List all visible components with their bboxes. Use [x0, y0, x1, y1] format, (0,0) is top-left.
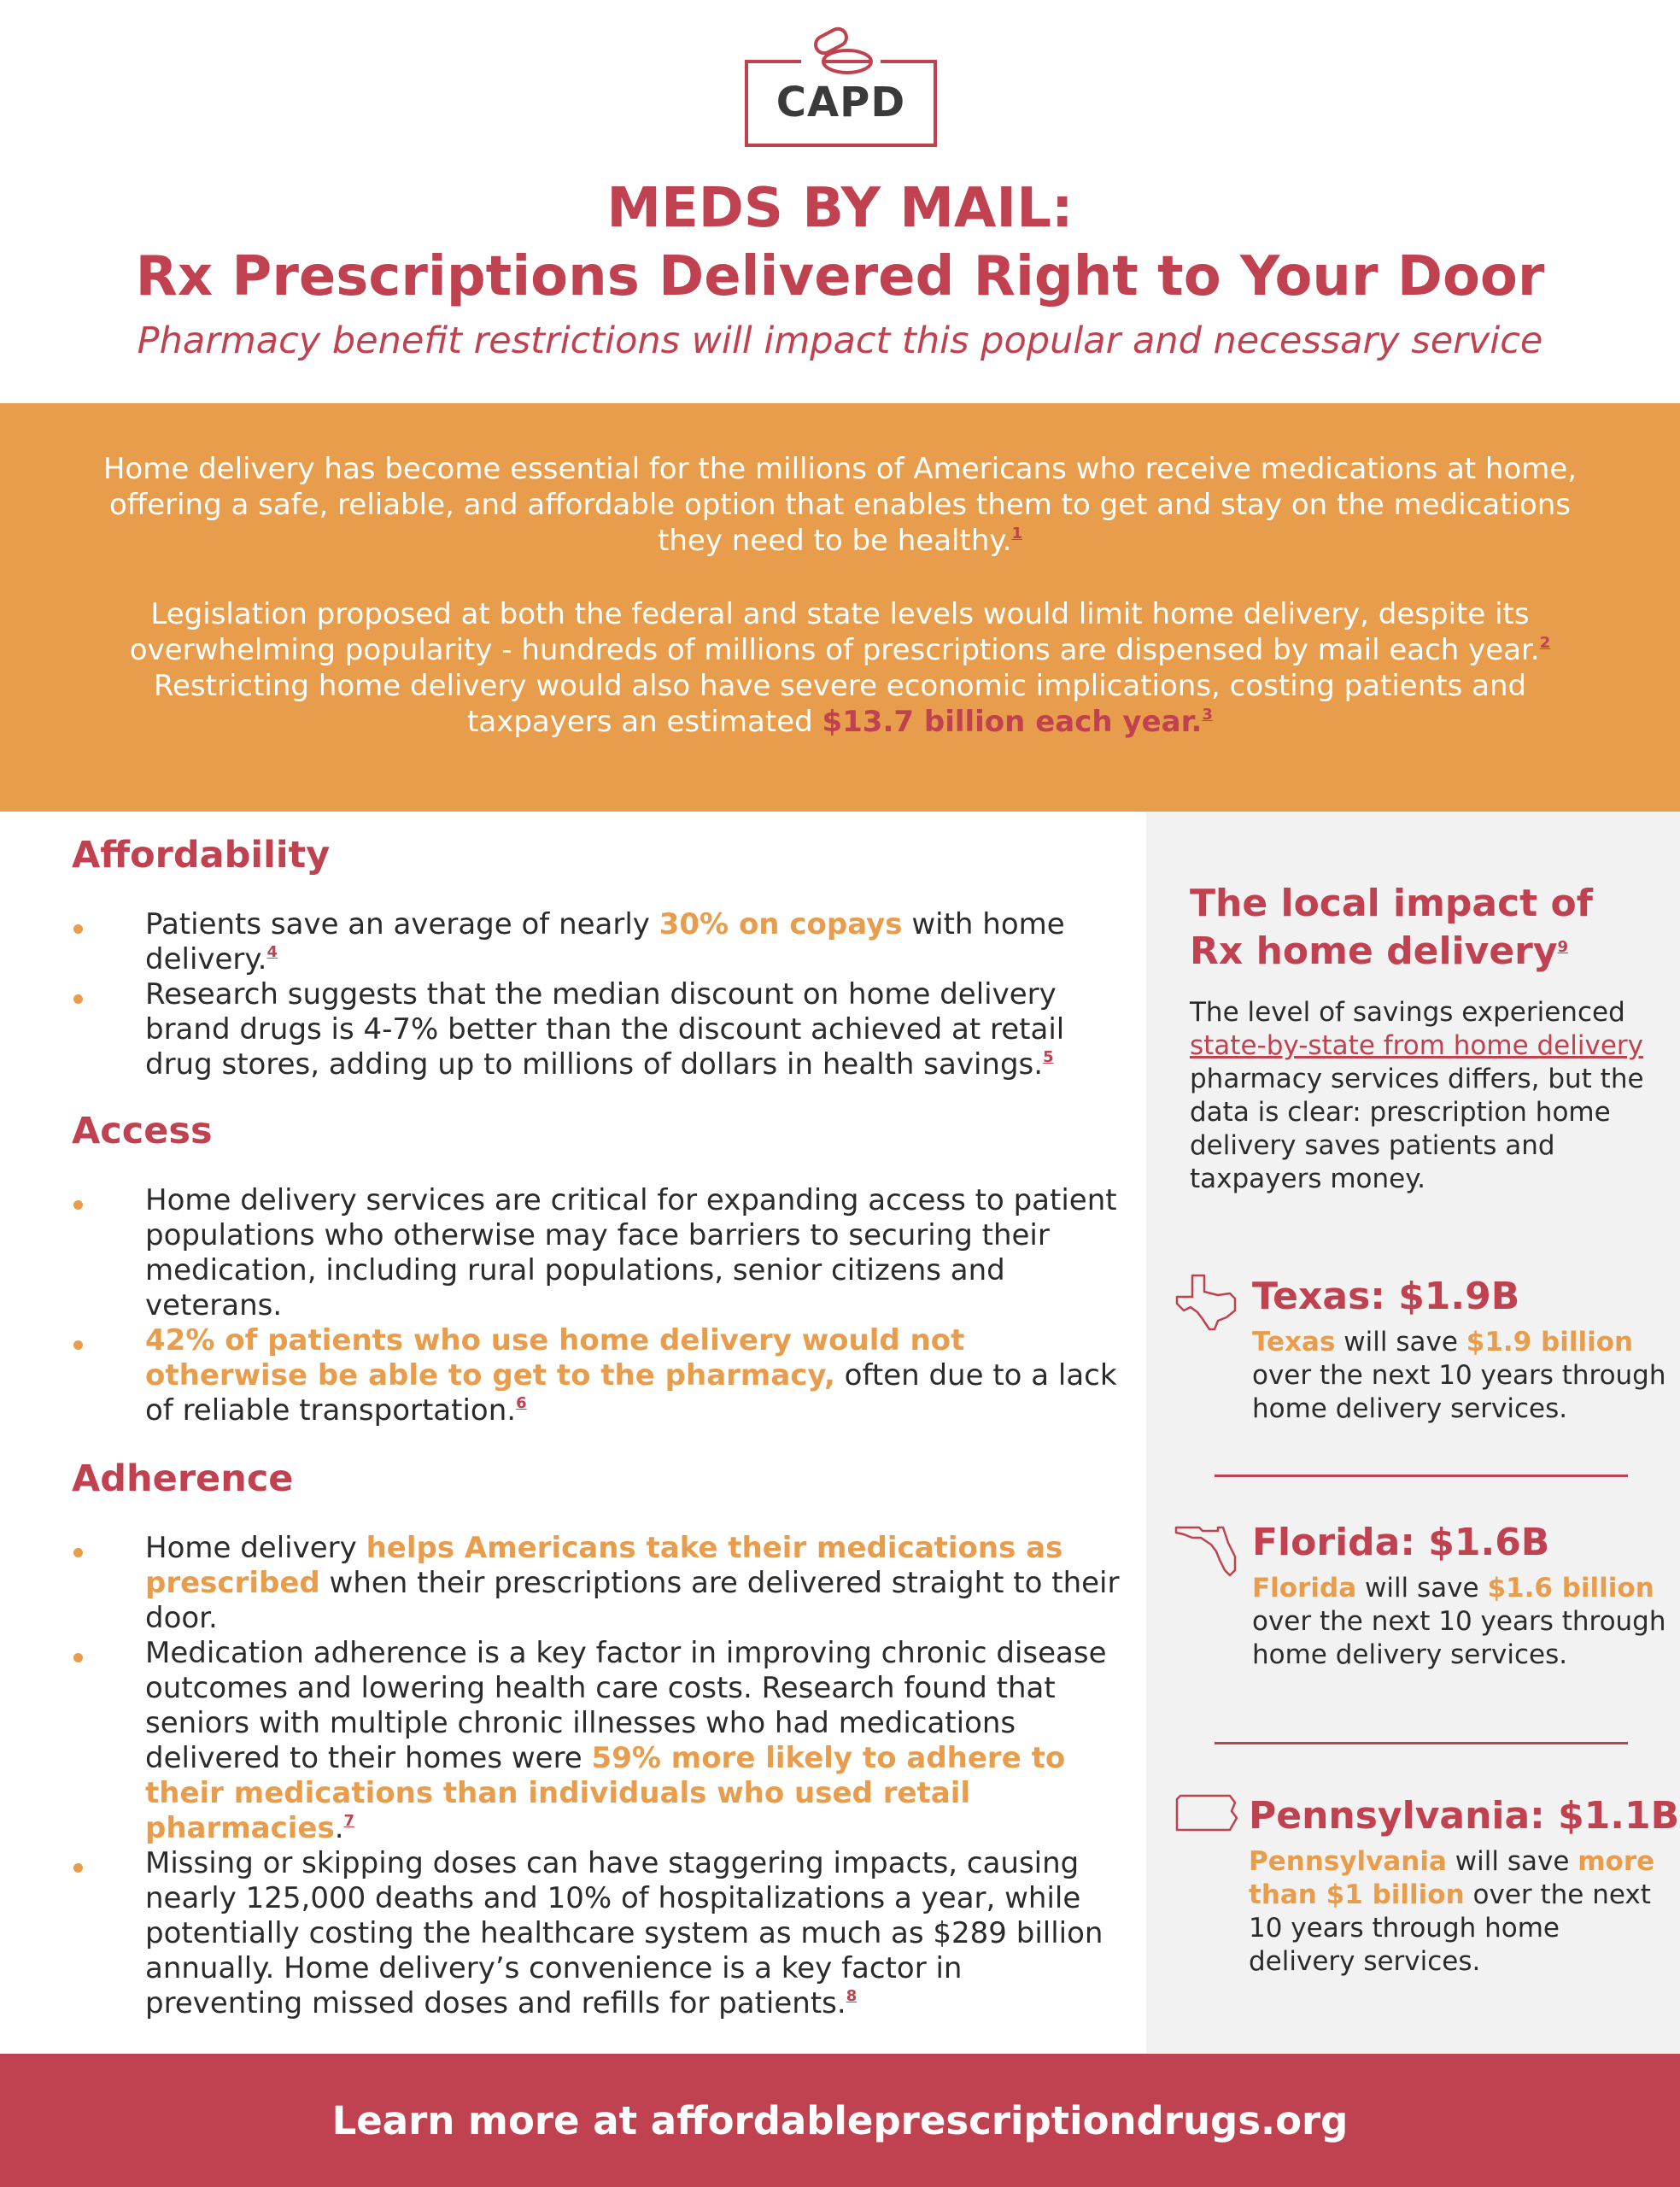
- access-list: [72, 1183, 1122, 1428]
- divider: [1215, 1742, 1628, 1744]
- adherence-heading: Adherence: [72, 1457, 294, 1500]
- intro-p2-text-b: Restricting home delivery would also have severe economic implications, costing patients and taxpayers an estimated: [153, 669, 1527, 739]
- local-impact-sidebar: [1146, 812, 1680, 2054]
- state-text: over the next 10 years through home delivery services.: [1252, 1606, 1666, 1670]
- list-item: [72, 1636, 1122, 1846]
- page-subtitle: Pharmacy benefit restrictions will impact this popular and necessary service: [137, 320, 1543, 362]
- state-text: will save: [1356, 1573, 1488, 1604]
- adherence-list: [72, 1531, 1122, 2021]
- affordability-list: [72, 907, 1122, 1082]
- logo-text: CAPD: [776, 79, 906, 126]
- page-title: [0, 174, 1680, 311]
- florida-icon: [1174, 1522, 1238, 1579]
- state-name: Texas: [1252, 1327, 1336, 1357]
- bullet-text: Research suggests that the median discount on home delivery brand drugs is 4-7% better than the discount achieved at retail drug stores, adding up to millions of dollars in health savings.: [145, 977, 1065, 1082]
- footnote-ref: 9: [1557, 938, 1569, 956]
- intro-p2-text-a: Legislation proposed at both the federal and state levels would limit home delivery, despite its overwhelming popularity - hundreds of millions of prescriptions are dispensed by mail each year.: [129, 597, 1540, 667]
- state-amount: $1.6 billion: [1487, 1573, 1654, 1604]
- list-item: [72, 1323, 1122, 1428]
- texas-body: [1252, 1326, 1675, 1426]
- footer-link[interactable]: Learn more at affordableprescriptiondrugs.org: [331, 2098, 1349, 2143]
- list-item: [72, 907, 1122, 977]
- footer-band: [0, 2054, 1680, 2187]
- pennsylvania-heading: Pennsylvania: $1.1B: [1249, 1794, 1680, 1838]
- divider: [1215, 1475, 1628, 1477]
- intro-p1-text: Home delivery has become essential for the millions of Americans who receive medications at home, offering a safe, reliable, and affordable option that enables them to get and stay on the medications they need to be healthy.: [102, 452, 1578, 558]
- footnote-ref: 3: [1202, 706, 1213, 724]
- footnote-ref: 4: [266, 943, 278, 961]
- state-text: over the next 10 years through home delivery services.: [1252, 1360, 1666, 1424]
- bullet-highlight: helps Americans take their medications as prescribed: [145, 1531, 1063, 1600]
- state-name: Florida: [1252, 1573, 1357, 1604]
- sidebar-title-text: The local impact of Rx home delivery: [1190, 882, 1593, 973]
- footnote-ref: 6: [516, 1394, 527, 1412]
- texas-heading: Texas: $1.9B: [1252, 1275, 1520, 1318]
- bullet-text: Medication adherence is a key factor in improving chronic disease outcomes and lowering health care costs. Research found that seniors with multiple chronic illnesses who had medications delivered to their homes were: [145, 1636, 1107, 1775]
- state-name: Pennsylvania: [1249, 1846, 1447, 1877]
- bullet-text: Missing or skipping doses can have staggering impacts, causing nearly 125,000 deaths and 10% of hospitalizations a year, while potentially costing the healthcare system as much as $289 billion annually. Home delivery’s convenience is a key factor in preventing missed doses and refills for patients.: [145, 1846, 1103, 2020]
- footnote-ref: 7: [343, 1812, 355, 1830]
- pennsylvania-body: [1249, 1845, 1671, 1979]
- state-text: will save: [1446, 1846, 1578, 1877]
- florida-body: [1252, 1572, 1675, 1672]
- bullet-text: .: [334, 1811, 344, 1845]
- intro-paragraph-2: [94, 596, 1586, 740]
- affordability-heading: Affordability: [72, 834, 331, 877]
- title-line-2: Rx Prescriptions Delivered Right to Your Door: [135, 245, 1545, 308]
- pennsylvania-icon: [1174, 1792, 1238, 1835]
- sidebar-title: [1190, 880, 1634, 976]
- list-item: [72, 1531, 1122, 1636]
- florida-heading: Florida: $1.6B: [1252, 1521, 1550, 1564]
- footnote-ref: 5: [1043, 1048, 1054, 1066]
- texas-icon: [1174, 1273, 1238, 1331]
- footnote-ref: 8: [846, 1987, 858, 2005]
- list-item: [72, 1183, 1122, 1323]
- bullet-text: Home delivery: [145, 1531, 366, 1565]
- list-item: [72, 1846, 1122, 2021]
- bullet-highlight: 42% of patients who use home delivery would not otherwise be able to get to the pharmacy,: [145, 1323, 965, 1393]
- bullet-text: when their prescriptions are delivered straight to their door.: [145, 1566, 1120, 1635]
- bullet-text: often due to a lack of reliable transportation.: [145, 1358, 1117, 1428]
- state-text: over the next 10 years through home delivery services.: [1249, 1879, 1651, 1977]
- title-line-1: MEDS BY MAIL:: [606, 177, 1074, 240]
- access-heading: Access: [72, 1110, 213, 1152]
- bullet-text: with home delivery.: [145, 907, 1065, 976]
- sidebar-intro-underlined: state-by-state from home delivery: [1190, 1030, 1643, 1061]
- bullet-text: Patients save an average of nearly: [145, 907, 659, 941]
- footnote-ref: 2: [1539, 634, 1551, 652]
- sidebar-intro: [1190, 996, 1668, 1196]
- intro-highlight-cost: $13.7 billion each year.: [822, 705, 1203, 739]
- bullet-text: Home delivery services are critical for expanding access to patient populations who otherwise may face barriers to securing their medication, including rural populations, senior citizens and veterans.: [145, 1183, 1117, 1322]
- bullet-highlight: 59% more likely to adhere to their medications than individuals who used retail pharmacies: [145, 1741, 1066, 1845]
- capd-logo: [745, 26, 937, 147]
- state-amount: $1.9 billion: [1466, 1327, 1634, 1357]
- footnote-ref: 1: [1011, 525, 1022, 542]
- intro-paragraph-1: [94, 451, 1586, 559]
- state-text: will save: [1335, 1327, 1466, 1357]
- sidebar-intro-text: pharmacy services differs, but the data is clear: prescription home delivery saves patients and taxpayers money.: [1190, 1064, 1644, 1194]
- bullet-highlight: 30% on copays: [659, 907, 903, 941]
- state-amount: more than $1 billion: [1249, 1846, 1655, 1910]
- intro-band: [0, 403, 1680, 812]
- list-item: [72, 977, 1122, 1082]
- sidebar-intro-text: The level of savings experienced: [1190, 997, 1625, 1028]
